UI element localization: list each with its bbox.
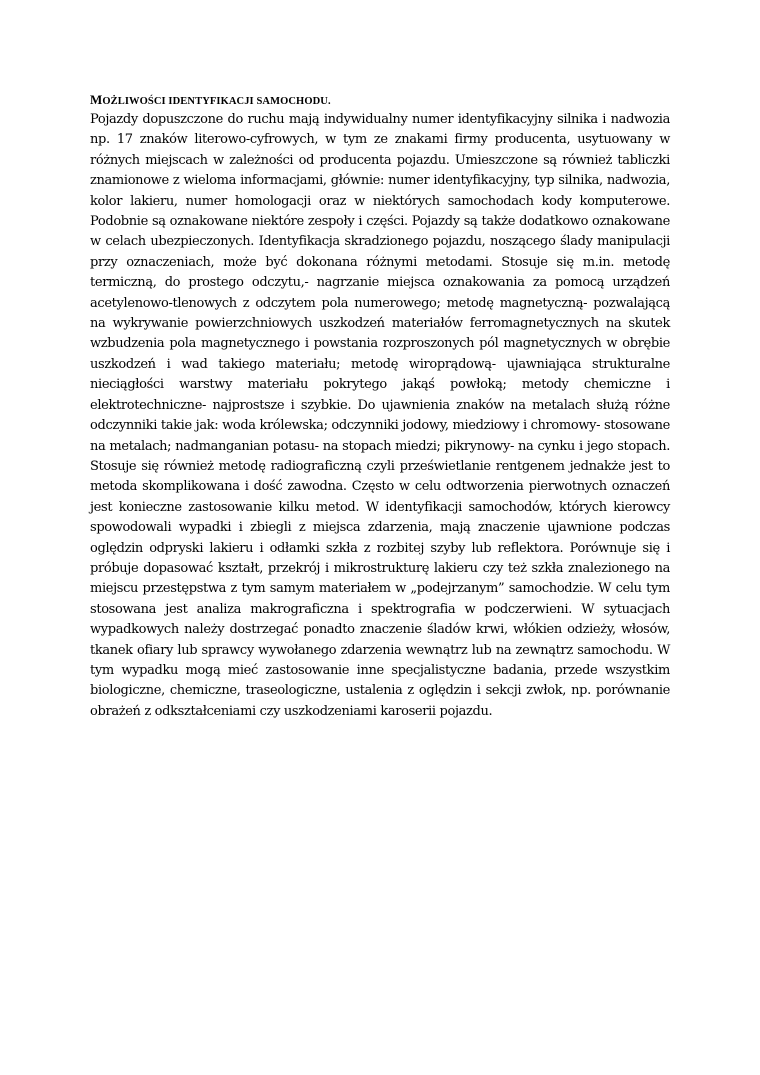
document-content [90,92,670,722]
document-title [90,92,670,110]
body-paragraph: Pojazdy dopuszczone do ruchu mają indywidualny numer identyfikacyjny silnika i nadwozia np. 17 znaków literowo-cyfrowych, w tym ze znakami firmy producenta, usytuowany w różnych miejscach w zależności od producenta pojazdu. Umieszczone są również tabliczki znamionowe z wieloma informacjami, głównie: numer identyfikacyjny, typ silnika, nadwozia, kolor lakieru, numer homologacji oraz w niektórych samochodach kody komputerowe. Podobnie są oznakowane niektóre zespoły i części. Pojazdy są także dodatkowo oznakowane w celach ubezpieczonych. Identyfikacja skradzionego pojazdu, noszącego ślady manipulacji przy oznaczeniach, może być dokonana różnymi metodami. Stosuje się m.in. metodę termiczną, do prostego odczytu,- nagrzanie miejsca oznakowania za pomocą urządzeń acetylenowo-tlenowych z odczytem pola numerowego; metodę magnetyczną- pozwalającą na wykrywanie powierzchniowych uszkodzeń materiałów ferromagnetycznych na skutek wzbudzenia pola magnetycznego i powstania rozproszonych pól magnetycznych w obrębie uszkodzeń i wad takiego materiału; metodę wiroprądową- ujawniająca strukturalne nieciągłości warstwy materiału pokrytego jakąś powłoką; metody chemiczne i elektrotechniczne- najprostsze i szybkie. Do ujawnienia znaków na metalach służą różne odczynniki takie jak: woda królewska; odczynniki jodowy, miedziowy i chromowy- stosowane na metalach; nadmanganian potasu- na stopach miedzi; pikrynowy- na cynku i jego stopach. Stosuje się również metodę radiograficzną czyli prześwietlanie rentgenem jednakże jest to metoda skomplikowana i dość zawodna. Często w celu odtworzenia pierwotnych oznaczeń jest konieczne zastosowanie kilku metod. W identyfikacji samochodów, których kierowcy spowodowali wypadki i zbiegli z miejsca zdarzenia, mają znaczenie ujawnione podczas oględzin odpryski lakieru i odłamki szkła z rozbitej szyby lub reflektora. Porównuje się i próbuje dopasować kształt, przekrój i mikrostrukturę lakieru czy też szkła znalezionego na miejscu przestępstwa z tym samym materiałem w „podejrzanym” samochodzie. W celu tym stosowana jest analiza makrograficzna i spektrografia w podczerwieni. W sytuacjach wypadkowych należy dostrzegać ponadto znaczenie śladów krwi, włókien odzieży, włosów, tkanek ofiary lub sprawcy wywołanego zdarzenia wewnątrz lub na zewnątrz samochodu. W tym wypadku mogą mieć zastosowanie inne specjalistyczne badania, przede wszystkim biologiczne, chemiczne, traseologiczne, ustalenia z oględzin i sekcji zwłok, np. porównanie obrażeń z odkształceniami czy uszkodzeniami karoserii pojazdu. [90,112,670,719]
title-rest: OŻLIWOŚCI IDENTYFIKACJI SAMOCHODU. [102,96,331,107]
title-initial: M [90,92,103,107]
